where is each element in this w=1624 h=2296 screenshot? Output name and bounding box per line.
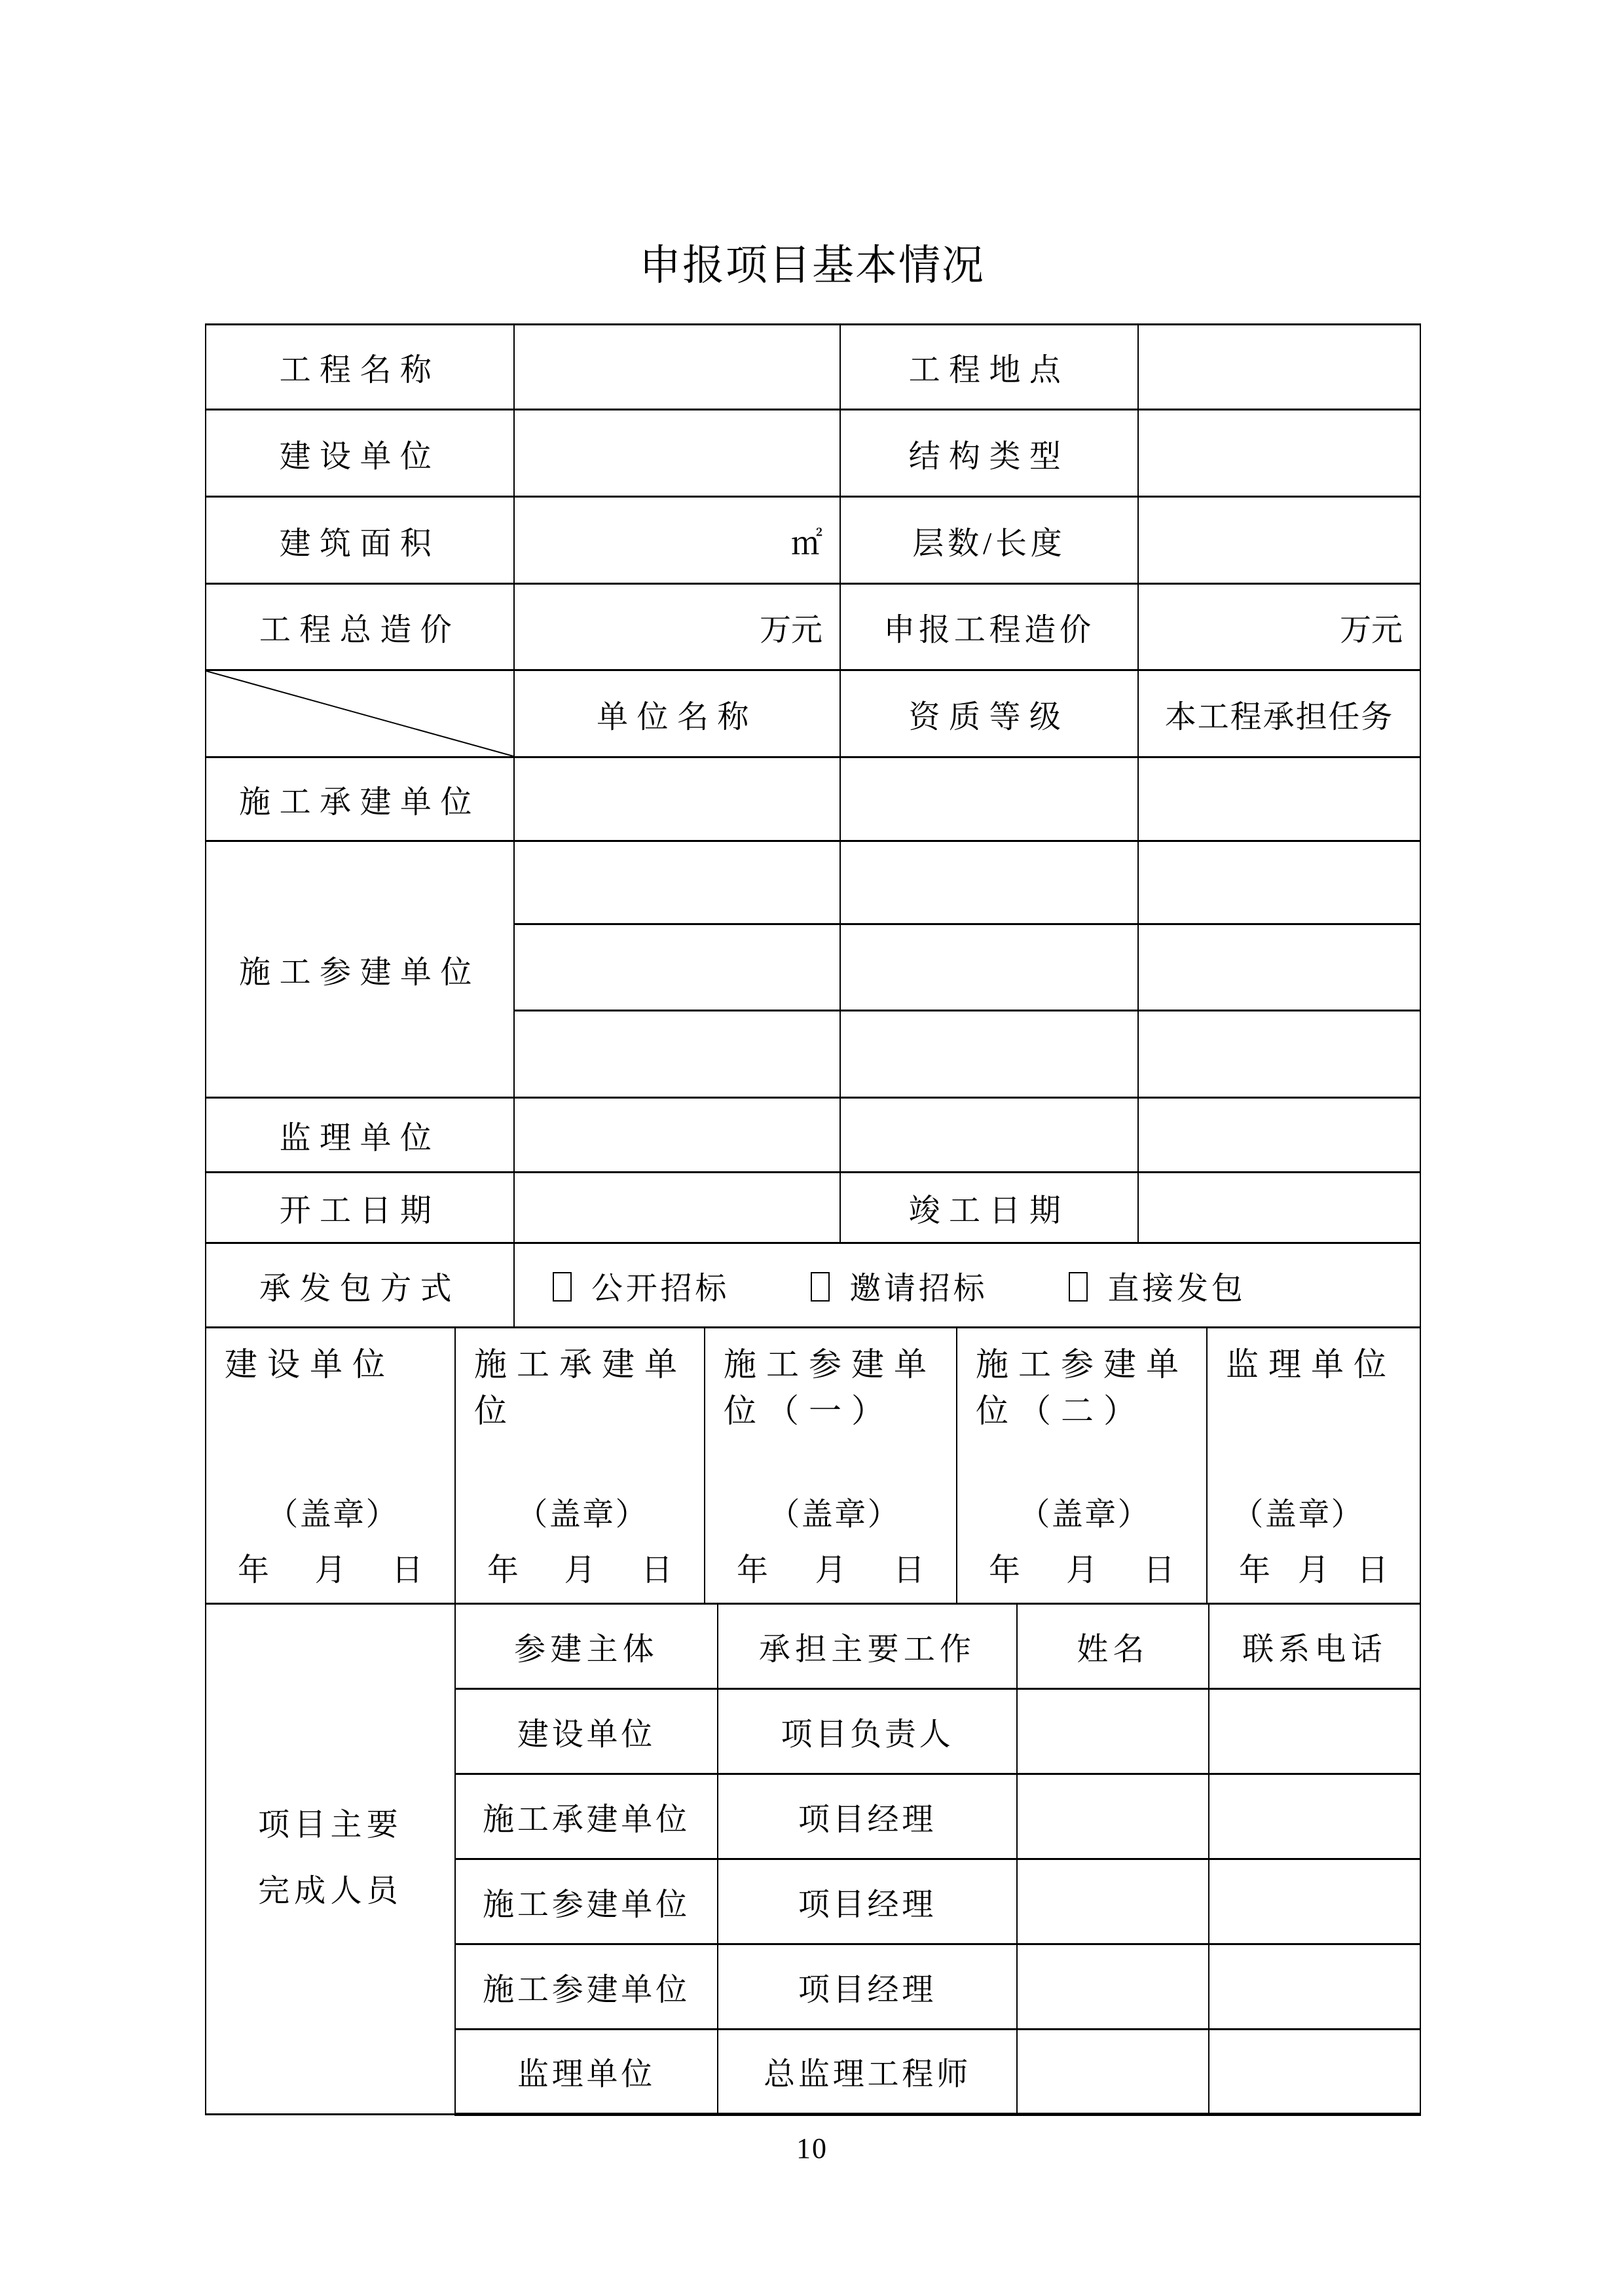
participant1-grade-input-cell[interactable] <box>840 841 1138 924</box>
project-location-input-cell[interactable] <box>1138 325 1420 410</box>
year-label: 年 <box>487 1553 519 1588</box>
table-row <box>206 584 1420 670</box>
option-label: 邀请招标 <box>849 1271 988 1306</box>
diagonal-line-icon <box>206 671 513 756</box>
signature-title: 建设单位 <box>225 1346 395 1383</box>
phone-input-cell[interactable] <box>1209 1774 1420 1859</box>
work-cell: 总监理工程师 <box>718 2029 1017 2114</box>
option-open-bidding <box>553 1263 729 1308</box>
day-label: 日 <box>1143 1553 1175 1588</box>
party-cell: 建设单位 <box>455 1688 718 1774</box>
name-input-cell[interactable] <box>1017 1774 1209 1859</box>
participating-contractor-label: 施工参建单位 <box>206 841 514 1098</box>
day-label: 日 <box>640 1553 673 1588</box>
floors-length-input-cell[interactable] <box>1138 497 1420 584</box>
unit-name-header: 单位名称 <box>514 670 840 757</box>
option-direct-award <box>1069 1263 1246 1308</box>
date-line <box>1208 1544 1420 1590</box>
name-input-cell[interactable] <box>1017 2029 1209 2114</box>
phone-header: 联系电话 <box>1209 1605 1420 1688</box>
main-contractor-task-input-cell[interactable] <box>1138 757 1420 841</box>
seal-label: （盖章） <box>1232 1497 1364 1532</box>
structure-type-input-cell[interactable] <box>1138 410 1420 497</box>
party-cell: 施工承建单位 <box>455 1774 718 1859</box>
project-location-label: 工程地点 <box>840 325 1138 410</box>
start-date-input-cell[interactable] <box>514 1173 840 1243</box>
work-cell: 项目负责人 <box>718 1688 1017 1774</box>
building-area-label: 建筑面积 <box>206 497 514 584</box>
total-cost-label: 工程总造价 <box>206 584 514 670</box>
declared-cost-label: 申报工程造价 <box>840 584 1138 670</box>
day-label: 日 <box>391 1553 423 1588</box>
contract-mode-label: 承发包方式 <box>206 1243 514 1328</box>
phone-input-cell[interactable] <box>1209 1859 1420 1944</box>
signature-table <box>205 1328 1421 1605</box>
seal-label: （盖章） <box>516 1497 648 1532</box>
table-row <box>206 670 1420 757</box>
work-cell: 项目经理 <box>718 1944 1017 2029</box>
signature-cell-supervisor[interactable] <box>1207 1328 1420 1604</box>
year-label: 年 <box>238 1553 270 1588</box>
supervision-unit-label: 监理单位 <box>206 1098 514 1173</box>
page-number: 10 <box>796 2132 828 2164</box>
month-label: 月 <box>1297 1553 1329 1588</box>
table-row <box>206 841 1420 924</box>
participant2-name-input-cell[interactable] <box>514 924 840 1011</box>
party-header: 参建主体 <box>455 1605 718 1688</box>
work-cell: 项目经理 <box>718 1859 1017 1944</box>
table-row <box>206 1243 1420 1328</box>
table-row <box>206 1173 1420 1243</box>
signature-cell-participant-1[interactable] <box>705 1328 957 1604</box>
declared-cost-input-cell[interactable]: 万元 <box>1138 584 1420 670</box>
table-row <box>206 757 1420 841</box>
year-label: 年 <box>1239 1553 1271 1588</box>
party-cell: 施工参建单位 <box>455 1944 718 2029</box>
building-area-input-cell[interactable]: ㎡ <box>514 497 840 584</box>
side-label-line: 完成人员 <box>258 1874 403 1909</box>
construction-unit-label: 建设单位 <box>206 410 514 497</box>
completion-date-input-cell[interactable] <box>1138 1173 1420 1243</box>
main-work-header: 承担主要工作 <box>718 1605 1017 1688</box>
contract-mode-options <box>514 1243 1420 1328</box>
checkbox-icon[interactable] <box>1069 1272 1088 1302</box>
diagonal-header-cell <box>206 670 514 757</box>
day-label: 日 <box>1356 1553 1388 1588</box>
checkbox-icon[interactable] <box>811 1272 830 1302</box>
date-line <box>206 1544 454 1590</box>
name-input-cell[interactable] <box>1017 1944 1209 2029</box>
signature-cell-participant-2[interactable] <box>957 1328 1207 1604</box>
phone-input-cell[interactable] <box>1209 1688 1420 1774</box>
year-label: 年 <box>737 1553 769 1588</box>
personnel-table <box>205 1605 1421 2116</box>
work-cell: 项目经理 <box>718 1774 1017 1859</box>
supervisor-name-input-cell[interactable] <box>514 1098 840 1173</box>
participant1-name-input-cell[interactable] <box>514 841 840 924</box>
option-label: 公开招标 <box>591 1271 730 1306</box>
date-line <box>456 1544 704 1590</box>
participant2-task-input-cell[interactable] <box>1138 924 1420 1011</box>
project-name-input-cell[interactable] <box>514 325 840 410</box>
main-contractor-grade-input-cell[interactable] <box>840 757 1138 841</box>
structure-type-label: 结构类型 <box>840 410 1138 497</box>
name-input-cell[interactable] <box>1017 1859 1209 1944</box>
signature-cell-main-contractor[interactable] <box>455 1328 705 1604</box>
month-label: 月 <box>815 1553 847 1588</box>
project-info-table <box>205 323 1421 1328</box>
qualification-grade-header: 资质等级 <box>840 670 1138 757</box>
form-sheet <box>205 323 1420 2116</box>
party-cell: 监理单位 <box>455 2029 718 2114</box>
table-row <box>206 497 1420 584</box>
table-row <box>206 1605 1420 1688</box>
month-label: 月 <box>314 1553 346 1588</box>
month-label: 月 <box>1065 1553 1098 1588</box>
option-invited-bidding <box>811 1263 987 1308</box>
table-row <box>206 1098 1420 1173</box>
floors-length-label: 层数/长度 <box>840 497 1138 584</box>
construction-unit-input-cell[interactable] <box>514 410 840 497</box>
date-line <box>705 1544 956 1590</box>
seal-label: （盖章） <box>267 1497 399 1532</box>
phone-input-cell[interactable] <box>1209 2029 1420 2114</box>
participant3-grade-input-cell[interactable] <box>840 1011 1138 1098</box>
total-cost-input-cell[interactable]: 万元 <box>514 584 840 670</box>
side-label-line: 项目主要 <box>258 1808 403 1843</box>
supervisor-grade-input-cell[interactable] <box>840 1098 1138 1173</box>
option-label: 直接发包 <box>1107 1271 1246 1306</box>
party-cell: 施工参建单位 <box>455 1859 718 1944</box>
checkbox-icon[interactable] <box>553 1272 572 1302</box>
table-row <box>206 410 1420 497</box>
participant2-grade-input-cell[interactable] <box>840 924 1138 1011</box>
signature-cell-construction-unit[interactable] <box>206 1328 455 1604</box>
day-label: 日 <box>893 1553 925 1588</box>
phone-input-cell[interactable] <box>1209 1944 1420 2029</box>
signature-title: 施工承建单位 <box>474 1346 687 1429</box>
year-label: 年 <box>989 1553 1021 1588</box>
supervisor-task-input-cell[interactable] <box>1138 1098 1420 1173</box>
signature-title: 施工参建单位（二） <box>976 1346 1189 1429</box>
seal-label: （盖章） <box>768 1497 900 1532</box>
participant3-task-input-cell[interactable] <box>1138 1011 1420 1098</box>
main-contractor-name-input-cell[interactable] <box>514 757 840 841</box>
signature-title: 施工参建单位（一） <box>724 1346 936 1429</box>
key-personnel-side-label <box>206 1605 455 2114</box>
completion-date-label: 竣工日期 <box>840 1173 1138 1243</box>
signature-title: 监理单位 <box>1226 1346 1396 1383</box>
month-label: 月 <box>564 1553 596 1588</box>
main-contractor-label: 施工承建单位 <box>206 757 514 841</box>
name-header: 姓名 <box>1017 1605 1209 1688</box>
page-title: 申报项目基本情况 <box>639 242 985 289</box>
project-name-label: 工程名称 <box>206 325 514 410</box>
date-line <box>957 1544 1206 1590</box>
table-row <box>206 325 1420 410</box>
seal-label: （盖章） <box>1018 1497 1151 1532</box>
name-input-cell[interactable] <box>1017 1688 1209 1774</box>
table-row <box>206 1328 1420 1604</box>
undertaken-task-header: 本工程承担任务 <box>1138 670 1420 757</box>
participant3-name-input-cell[interactable] <box>514 1011 840 1098</box>
participant1-task-input-cell[interactable] <box>1138 841 1420 924</box>
start-date-label: 开工日期 <box>206 1173 514 1243</box>
